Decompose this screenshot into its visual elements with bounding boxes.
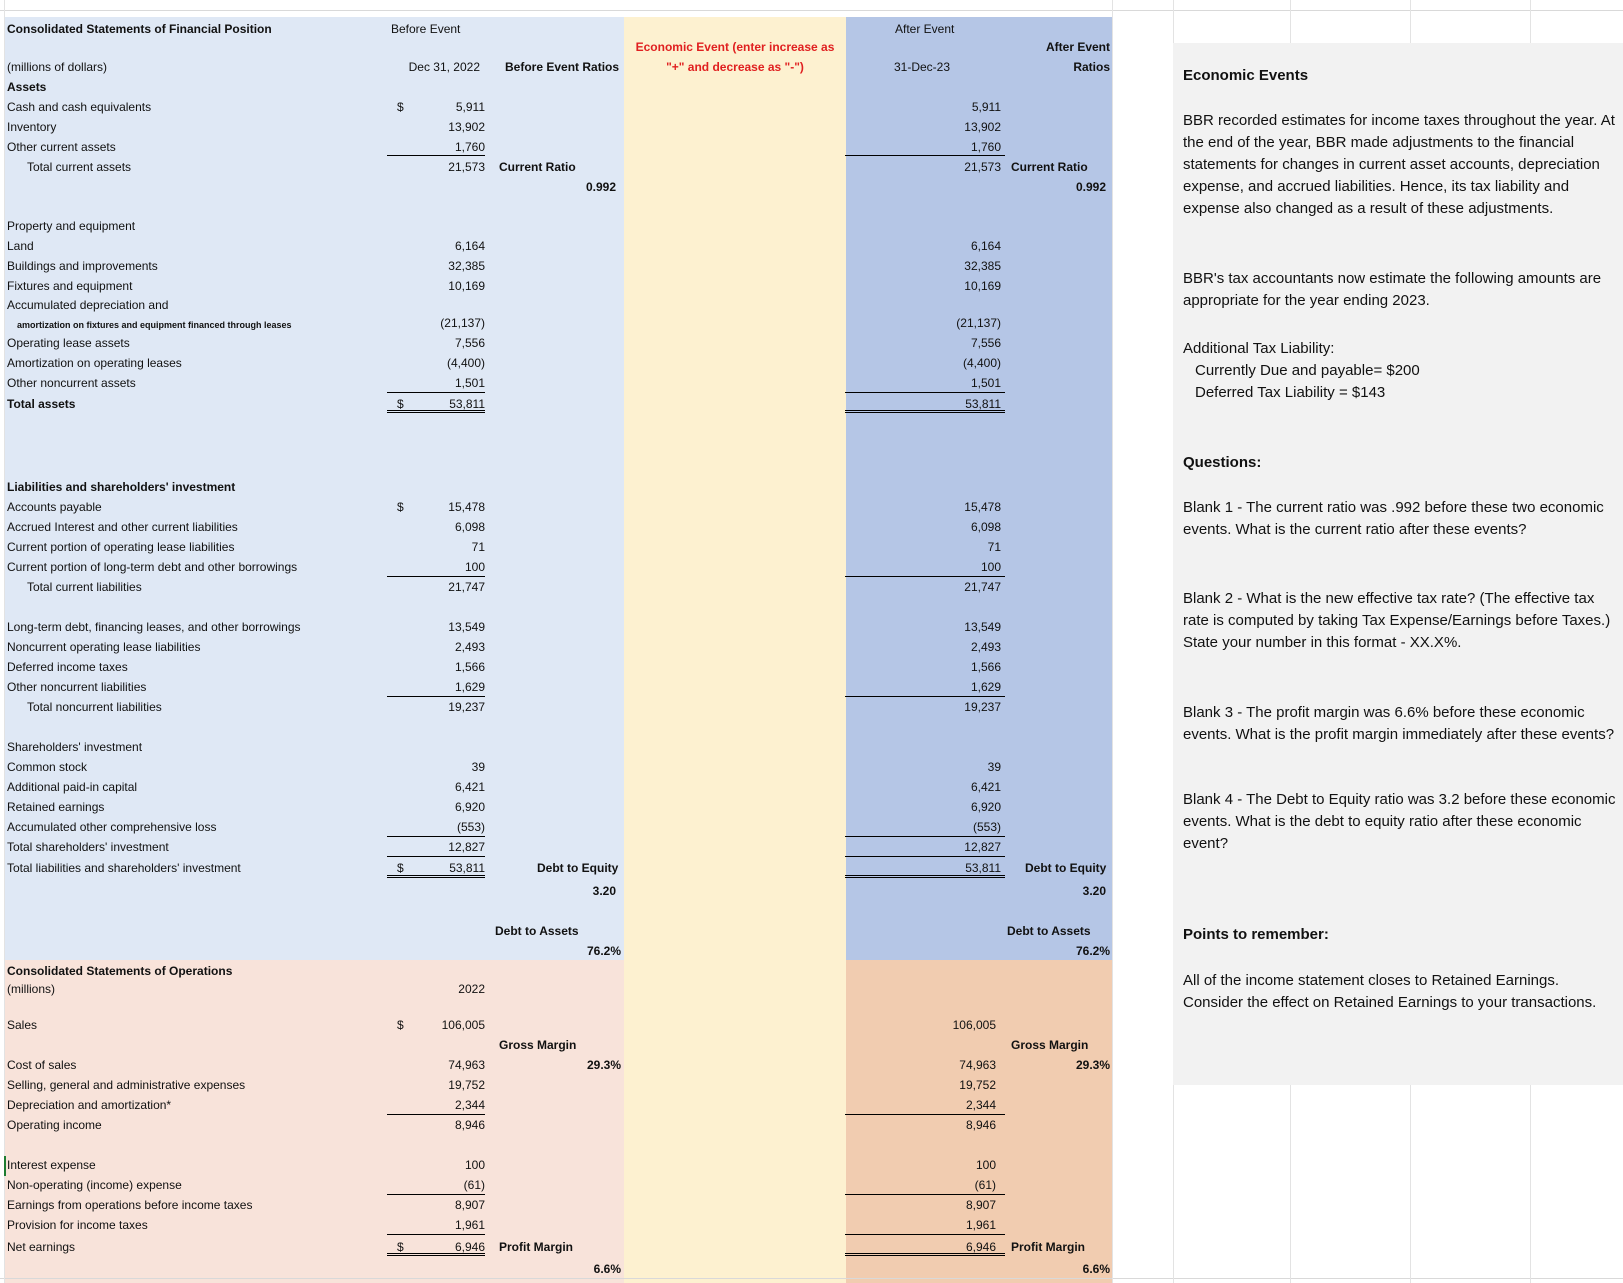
current-ltd-before: 100	[464, 560, 485, 574]
land-before: 6,164	[454, 239, 485, 253]
inventory-before: 13,902	[448, 120, 485, 134]
deferred-taxes-after: 1,566	[970, 660, 1001, 674]
long-term-debt-before: 13,549	[448, 620, 485, 634]
after-balance-sheet-bg	[846, 17, 1112, 960]
common-stock-before: 39	[471, 760, 485, 774]
current-op-lease-label: Current portion of operating lease liabilities	[7, 540, 235, 554]
other-noncurrent-liabilities-label: Other noncurrent liabilities	[7, 680, 147, 694]
questions-title: Questions:	[1183, 454, 1262, 471]
net-earnings-after: 6,946	[965, 1240, 996, 1254]
total-liabilities-equity-label: Total liabilities and shareholders' investment	[7, 861, 241, 875]
shareholders-heading: Shareholders' investment	[7, 740, 143, 754]
profit-margin-after: 6.6%	[1082, 1262, 1110, 1276]
sales-after: 106,005	[952, 1018, 996, 1032]
subtotal-rule	[387, 696, 485, 697]
sga-before: 19,752	[448, 1078, 485, 1092]
fixtures-after: 10,169	[964, 279, 1001, 293]
buildings-after: 32,385	[964, 259, 1001, 273]
apic-label: Additional paid-in capital	[7, 780, 138, 794]
accrued-before: 6,098	[454, 520, 485, 534]
amortization-leases-after: (4,400)	[962, 356, 1001, 370]
operating-lease-assets-before: 7,556	[454, 336, 485, 350]
land-after: 6,164	[970, 239, 1001, 253]
net-earnings-before: 6,946	[454, 1240, 485, 1254]
subtotal-rule	[387, 1114, 485, 1115]
income-statement-title: Consolidated Statements of Operations	[7, 964, 233, 978]
accounts-payable-before: 15,478	[448, 500, 485, 514]
debt-to-assets-label-after: Debt to Assets	[1007, 924, 1091, 938]
operating-income-after: 8,946	[965, 1118, 996, 1132]
profit-margin-label: Profit Margin	[499, 1240, 573, 1254]
total-rule	[387, 1253, 485, 1256]
other-noncurrent-assets-after: 1,501	[970, 376, 1001, 390]
total-rule	[387, 875, 485, 878]
current-op-lease-before: 71	[471, 540, 485, 554]
subtotal-rule	[845, 696, 1005, 697]
sales-label: Sales	[7, 1018, 38, 1032]
depreciation-label: Depreciation and amortization*	[7, 1098, 172, 1112]
question-2: Blank 2 - What is the new effective tax rate? (The effective tax rate is computed by taking Tax Expense/Earnings before Taxes.) State your number in this format - XX.X%.	[1183, 590, 1611, 651]
grid-line	[4, 0, 5, 1283]
events-paragraph-2: BBR's tax accountants now estimate the following amounts are appropriate for the year ending 2023.	[1183, 270, 1602, 309]
deferred-taxes-label: Deferred income taxes	[7, 660, 128, 674]
fixtures-before: 10,169	[448, 279, 485, 293]
gross-margin-label: Gross Margin	[499, 1038, 577, 1052]
noncurrent-op-lease-label: Noncurrent operating lease liabilities	[7, 640, 201, 654]
after-date: 31-Dec-23	[894, 60, 951, 74]
dollar-sign: $	[397, 1018, 404, 1032]
subtotal-rule	[387, 155, 485, 156]
long-term-debt-after: 13,549	[964, 620, 1001, 634]
net-earnings-label: Net earnings	[7, 1240, 76, 1254]
deferred-liability-text: Deferred Tax Liability = $143	[1195, 384, 1386, 401]
debt-to-assets-label: Debt to Assets	[495, 924, 579, 938]
accum-dep-label: Accumulated depreciation and	[7, 298, 169, 312]
common-stock-label: Common stock	[7, 760, 88, 774]
depreciation-before: 2,344	[454, 1098, 485, 1112]
total-current-liabilities-after: 21,747	[964, 580, 1001, 594]
subtotal-rule	[387, 856, 485, 857]
other-noncurrent-assets-label: Other noncurrent assets	[7, 376, 136, 390]
subtotal-rule	[387, 836, 485, 837]
current-ratio-after: 0.992	[1075, 180, 1106, 194]
liabilities-heading: Liabilities and shareholders' investment	[7, 480, 236, 494]
operating-lease-assets-after: 7,556	[970, 336, 1001, 350]
current-ratio-label-after: Current Ratio	[1011, 160, 1088, 174]
total-current-liabilities-label: Total current liabilities	[27, 580, 142, 594]
interest-expense-label: Interest expense	[7, 1158, 96, 1172]
profit-margin-before: 6.6%	[593, 1262, 621, 1276]
non-operating-label: Non-operating (income) expense	[7, 1178, 182, 1192]
dollar-sign: $	[397, 100, 404, 114]
total-noncurrent-liabilities-before: 19,237	[448, 700, 485, 714]
total-noncurrent-liabilities-after: 19,237	[964, 700, 1001, 714]
economic-event-header-line2: "+" and decrease as "-")	[666, 60, 804, 74]
interest-expense-before: 100	[464, 1158, 485, 1172]
total-current-assets-before: 21,573	[448, 160, 485, 174]
land-label: Land	[7, 239, 34, 253]
gross-margin-after: 29.3%	[1075, 1058, 1110, 1072]
aoci-before: (553)	[456, 820, 485, 834]
subtotal-rule	[845, 392, 1005, 393]
points-body: All of the income statement closes to Retained Earnings. Consider the effect on Retained Earnings to your transactions.	[1183, 972, 1597, 1011]
cash-label: Cash and cash equivalents	[7, 100, 152, 114]
total-rule	[845, 1253, 1005, 1256]
total-liabilities-equity-before: 53,811	[449, 861, 485, 875]
total-assets-after: 53,811	[965, 397, 1001, 411]
gross-margin-before: 29.3%	[586, 1058, 621, 1072]
accum-dep-sublabel: amortization on fixtures and equipment financed through leases	[17, 320, 292, 330]
total-rule	[845, 875, 1005, 878]
cash-after: 5,911	[971, 100, 1001, 114]
question-4: Blank 4 - The Debt to Equity ratio was 3.2 before these economic events. What is the debt to equity ratio after these economic event?	[1183, 791, 1616, 852]
other-current-assets-after: 1,760	[970, 140, 1001, 154]
other-current-assets-before: 1,760	[454, 140, 485, 154]
cost-of-sales-label: Cost of sales	[7, 1058, 77, 1072]
income-tax-before: 1,961	[454, 1218, 485, 1232]
accum-dep-before: (21,137)	[440, 316, 485, 330]
non-operating-after: (61)	[974, 1178, 996, 1192]
question-1: Blank 1 - The current ratio was .992 before these two economic events. What is the current ratio after these events?	[1183, 499, 1604, 538]
buildings-label: Buildings and improvements	[7, 259, 158, 273]
current-op-lease-after: 71	[987, 540, 1001, 554]
operating-lease-assets-label: Operating lease assets	[7, 336, 130, 350]
subtotal-rule	[845, 1114, 1005, 1115]
inventory-after: 13,902	[964, 120, 1001, 134]
income-tax-label: Provision for income taxes	[7, 1218, 148, 1232]
debt-to-equity-label-after: Debt to Equity	[1025, 861, 1107, 875]
ebt-label: Earnings from operations before income taxes	[7, 1198, 253, 1212]
economic-event-column-bg	[624, 17, 846, 1283]
subtotal-rule	[845, 1194, 1005, 1195]
subtotal-rule	[845, 155, 1005, 156]
dollar-sign: $	[397, 861, 404, 875]
question-3: Blank 3 - The profit margin was 6.6% before these economic events. What is the profit margin immediately after these events?	[1183, 704, 1615, 743]
total-shareholders-before: 12,827	[448, 840, 485, 854]
debt-to-equity-before: 3.20	[592, 884, 616, 898]
current-ltd-after: 100	[980, 560, 1001, 574]
debt-to-equity-label: Debt to Equity	[537, 861, 619, 875]
debt-to-assets-before: 76.2%	[586, 944, 621, 958]
dollar-sign: $	[397, 500, 404, 514]
gross-margin-label-after: Gross Margin	[1011, 1038, 1089, 1052]
after-event-header: After Event	[895, 22, 955, 36]
amortization-leases-label: Amortization on operating leases	[7, 356, 182, 370]
current-ratio-before: 0.992	[585, 180, 616, 194]
aoci-label: Accumulated other comprehensive loss	[7, 820, 217, 834]
non-operating-before: (61)	[463, 1178, 485, 1192]
retained-earnings-label: Retained earnings	[7, 800, 105, 814]
ebt-after: 8,907	[965, 1198, 996, 1212]
cash-before: 5,911	[455, 100, 485, 114]
total-shareholders-label: Total shareholders' investment	[7, 840, 169, 854]
ebt-before: 8,907	[454, 1198, 485, 1212]
apic-after: 6,421	[970, 780, 1001, 794]
apic-before: 6,421	[454, 780, 485, 794]
subtotal-rule	[845, 1234, 1005, 1235]
depreciation-after: 2,344	[965, 1098, 996, 1112]
subtotal-rule	[387, 1234, 485, 1235]
operating-income-before: 8,946	[454, 1118, 485, 1132]
sga-after: 19,752	[959, 1078, 996, 1092]
profit-margin-label-after: Profit Margin	[1011, 1240, 1085, 1254]
cost-of-sales-before: 74,963	[448, 1058, 485, 1072]
total-shareholders-after: 12,827	[964, 840, 1001, 854]
accrued-after: 6,098	[970, 520, 1001, 534]
subtotal-rule	[387, 576, 485, 577]
total-assets-before: 53,811	[449, 397, 485, 411]
noncurrent-op-lease-after: 2,493	[970, 640, 1001, 654]
grid-line	[1112, 0, 1113, 1283]
retained-earnings-before: 6,920	[454, 800, 485, 814]
retained-earnings-after: 6,920	[970, 800, 1001, 814]
other-noncurrent-assets-before: 1,501	[454, 376, 485, 390]
total-noncurrent-liabilities-label: Total noncurrent liabilities	[27, 700, 162, 714]
noncurrent-op-lease-before: 2,493	[454, 640, 485, 654]
fixtures-label: Fixtures and equipment	[7, 279, 133, 293]
income-statement-units: (millions)	[7, 982, 55, 996]
deferred-taxes-before: 1,566	[454, 660, 485, 674]
total-rule	[387, 410, 485, 413]
subtotal-rule	[845, 856, 1005, 857]
current-ratio-label: Current Ratio	[499, 160, 576, 174]
cost-of-sales-after: 74,963	[959, 1058, 996, 1072]
other-current-assets-label: Other current assets	[7, 140, 116, 154]
accounts-payable-label: Accounts payable	[7, 500, 102, 514]
statement-title: Consolidated Statements of Financial Position	[7, 22, 272, 36]
before-event-header: Before Event	[391, 22, 461, 36]
subtotal-rule	[387, 392, 485, 393]
accounts-payable-after: 15,478	[964, 500, 1001, 514]
after-ratios-header: After Event	[1045, 40, 1110, 54]
events-title: Economic Events	[1183, 67, 1309, 84]
aoci-after: (553)	[972, 820, 1001, 834]
total-current-assets-label: Total current assets	[27, 160, 132, 174]
total-assets-label: Total assets	[7, 397, 76, 411]
before-date: Dec 31, 2022	[408, 60, 480, 74]
interest-expense-after: 100	[975, 1158, 996, 1172]
income-statement-year: 2022	[458, 982, 485, 996]
before-ratios-header: Before Event Ratios	[505, 60, 620, 74]
debt-to-equity-after: 3.20	[1082, 884, 1106, 898]
subtotal-rule	[387, 1194, 485, 1195]
other-noncurrent-liabilities-after: 1,629	[970, 680, 1001, 694]
sga-label: Selling, general and administrative expenses	[7, 1078, 246, 1092]
common-stock-after: 39	[987, 760, 1001, 774]
buildings-before: 32,385	[448, 259, 485, 273]
property-heading: Property and equipment	[7, 219, 136, 233]
points-title: Points to remember:	[1183, 926, 1329, 943]
events-paragraph-1: BBR recorded estimates for income taxes throughout the year. At the end of the year, BBR made adjustments to the financial statements for changes in current asset accounts, depreciation expense, and accrued liabilities. Hence, its tax liability and expense also changed as a result of these adjustments.	[1183, 112, 1615, 217]
amortization-leases-before: (4,400)	[446, 356, 485, 370]
total-current-assets-after: 21,573	[964, 160, 1001, 174]
total-rule	[845, 410, 1005, 413]
debt-to-assets-after: 76.2%	[1075, 944, 1110, 958]
additional-tax-heading: Additional Tax Liability:	[1183, 340, 1335, 357]
dollar-sign: $	[397, 1240, 404, 1254]
other-noncurrent-liabilities-before: 1,629	[454, 680, 485, 694]
long-term-debt-label: Long-term debt, financing leases, and other borrowings	[7, 620, 301, 634]
currently-due-text: Currently Due and payable= $200	[1195, 362, 1420, 379]
sales-before: 106,005	[441, 1018, 485, 1032]
current-ltd-label: Current portion of long-term debt and other borrowings	[7, 560, 298, 574]
accum-dep-after: (21,137)	[956, 316, 1001, 330]
subtotal-rule	[845, 576, 1005, 577]
units-label: (millions of dollars)	[7, 60, 108, 74]
total-liabilities-equity-after: 53,811	[965, 861, 1001, 875]
assets-heading: Assets	[7, 80, 47, 94]
grid-line	[0, 1278, 1623, 1279]
income-tax-after: 1,961	[965, 1218, 996, 1232]
subtotal-rule	[845, 836, 1005, 837]
economic-event-header: Economic Event (enter increase as	[635, 40, 835, 54]
dollar-sign: $	[397, 397, 404, 411]
selected-cell-marker	[4, 1156, 6, 1176]
after-ratios-header-line2: Ratios	[1073, 60, 1110, 74]
operating-income-label: Operating income	[7, 1118, 102, 1132]
inventory-label: Inventory	[7, 120, 57, 134]
accrued-label: Accrued Interest and other current liabilities	[7, 520, 238, 534]
grid-line	[0, 10, 1623, 11]
total-current-liabilities-before: 21,747	[448, 580, 485, 594]
